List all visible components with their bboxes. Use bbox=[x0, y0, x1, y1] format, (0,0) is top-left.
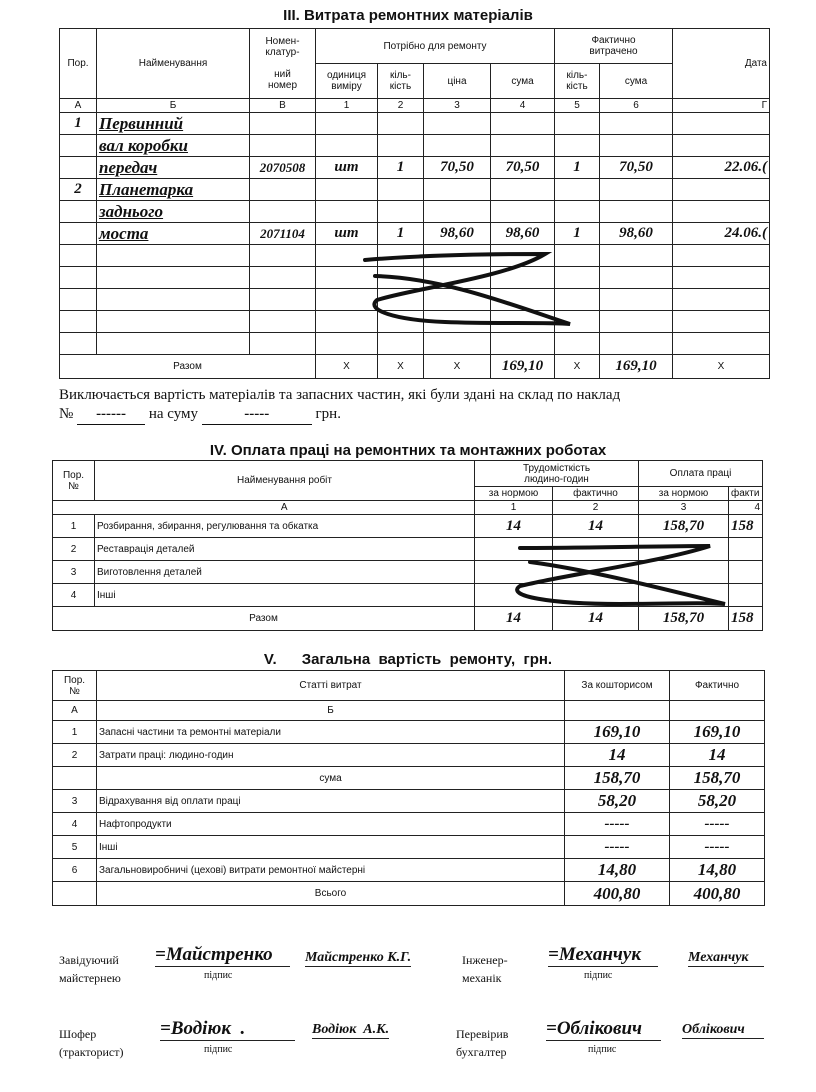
row-date: 24.06.( bbox=[673, 223, 770, 245]
total-label: Разом bbox=[53, 607, 475, 631]
row-num: 4 bbox=[53, 813, 97, 836]
note-suffix: грн. bbox=[315, 406, 341, 422]
empty-row bbox=[60, 333, 770, 355]
row-num: 2 bbox=[60, 179, 97, 201]
total-x: X bbox=[424, 355, 491, 379]
header-needed: Потрібно для ремонту bbox=[316, 29, 555, 64]
row-name: Інші bbox=[95, 584, 475, 607]
row-num: 3 bbox=[53, 790, 97, 813]
row-norm: 14 bbox=[475, 515, 553, 538]
row-actual: 14,80 bbox=[670, 859, 765, 882]
header-actual-sum: сума bbox=[600, 64, 673, 99]
row-num: 3 bbox=[53, 561, 95, 584]
row-actual: ----- bbox=[670, 836, 765, 859]
labor-header-fact: фактично bbox=[553, 487, 639, 501]
index-row bbox=[60, 99, 770, 113]
index-cell: 2 bbox=[553, 501, 639, 515]
note-line-1: Виключається вартість матеріалів та запасних частин, які були здані на склад по наклад bbox=[59, 387, 621, 403]
row-num: 6 bbox=[53, 859, 97, 882]
row-estimate: ----- bbox=[565, 836, 670, 859]
cost-header-por: Пор. № bbox=[53, 671, 97, 701]
labor-header-name: Найменування робіт bbox=[95, 461, 475, 501]
note-prefix: № bbox=[59, 406, 74, 422]
row-name: Реставрація деталей bbox=[95, 538, 475, 561]
row-actual: 158,70 bbox=[670, 767, 765, 790]
row-unit: шт bbox=[316, 157, 378, 179]
signature-caption: підпис bbox=[204, 1044, 233, 1055]
row-actual: 14 bbox=[670, 744, 765, 767]
table-row bbox=[53, 538, 763, 561]
note-number: ------ bbox=[77, 405, 145, 425]
index-cell: 3 bbox=[424, 99, 491, 113]
total-x: X bbox=[555, 355, 600, 379]
section-4-title: IV. Оплата праці на ремонтних та монтажних роботах bbox=[209, 442, 607, 459]
row-code: 2070508 bbox=[250, 157, 316, 179]
row-name-line: передач bbox=[97, 157, 250, 179]
note-amount: ----- bbox=[202, 405, 312, 425]
excluded-materials-note bbox=[59, 386, 769, 425]
row-name: Виготовлення деталей bbox=[95, 561, 475, 584]
table-row bbox=[53, 515, 763, 538]
labor-header-pnorm: за нормою bbox=[639, 487, 729, 501]
row-code: 2071104 bbox=[250, 223, 316, 245]
row-actual: ----- bbox=[670, 813, 765, 836]
total-row bbox=[60, 355, 770, 379]
row-label: Загальновиробничі (цехові) витрати ремонтної майстерні bbox=[97, 859, 565, 882]
engineer-role: Інженер- механік bbox=[462, 953, 508, 985]
materials-table bbox=[59, 28, 770, 379]
index-cell: 4 bbox=[491, 99, 555, 113]
labor-header-por: Пор. № bbox=[53, 461, 95, 501]
index-cell: А bbox=[60, 99, 97, 113]
total-x: X bbox=[673, 355, 770, 379]
row-sum: 98,60 bbox=[491, 223, 555, 245]
row-unit: шт bbox=[316, 223, 378, 245]
index-cell: Б bbox=[97, 701, 565, 721]
empty-row bbox=[60, 245, 770, 267]
row-sum: 70,50 bbox=[491, 157, 555, 179]
row-actual: 58,20 bbox=[670, 790, 765, 813]
row-estimate: 158,70 bbox=[565, 767, 670, 790]
empty-row bbox=[60, 267, 770, 289]
table-row bbox=[53, 721, 765, 744]
driver-name: Водіюк А.К. bbox=[312, 1022, 390, 1037]
row-num: 1 bbox=[53, 515, 95, 538]
row-actual-qty: 1 bbox=[555, 157, 600, 179]
table-row bbox=[53, 767, 765, 790]
row-estimate: ----- bbox=[565, 813, 670, 836]
head-name: Майстренко К.Г. bbox=[305, 950, 412, 965]
row-num: 5 bbox=[53, 836, 97, 859]
row-estimate: 169,10 bbox=[565, 721, 670, 744]
total-x: X bbox=[316, 355, 378, 379]
labor-header-labor: Трудомісткість людино-годин bbox=[475, 461, 639, 487]
cost-header-estimate: За кошторисом bbox=[565, 671, 670, 701]
driver-role: Шофер (тракторист) bbox=[59, 1027, 124, 1059]
row-name-line: Первинний bbox=[97, 113, 250, 135]
row-actual-sum: 98,60 bbox=[600, 223, 673, 245]
labor-index-row bbox=[53, 501, 763, 515]
row-price: 98,60 bbox=[424, 223, 491, 245]
row-actual-qty: 1 bbox=[555, 223, 600, 245]
table-row bbox=[60, 157, 770, 179]
table-row bbox=[53, 859, 765, 882]
header-date: Дата bbox=[673, 29, 770, 99]
row-estimate: 14 bbox=[565, 744, 670, 767]
row-num: 4 bbox=[53, 584, 95, 607]
cost-index-row bbox=[53, 701, 765, 721]
header-actual: Фактично витрачено bbox=[555, 29, 673, 64]
accountant-name: Облікович bbox=[682, 1022, 764, 1039]
accountant-role: Перевірив бухгалтер bbox=[456, 1027, 509, 1059]
empty-row bbox=[60, 289, 770, 311]
table-row bbox=[60, 113, 770, 135]
engineer-signature: =Механчук bbox=[548, 944, 658, 967]
engineer-name: Механчук bbox=[688, 950, 764, 967]
index-cell: 4 bbox=[729, 501, 763, 515]
total-sum: 169,10 bbox=[491, 355, 555, 379]
header-actual-qty: кіль- кість bbox=[555, 64, 600, 99]
row-pfact: 158 bbox=[729, 515, 763, 538]
row-actual: 400,80 bbox=[670, 882, 765, 906]
row-estimate: 14,80 bbox=[565, 859, 670, 882]
signature-caption: підпис bbox=[588, 1044, 617, 1055]
row-num: 1 bbox=[53, 721, 97, 744]
labor-table bbox=[52, 460, 763, 631]
total-label: Разом bbox=[60, 355, 316, 379]
total-actual-sum: 169,10 bbox=[600, 355, 673, 379]
labor-header-pay: Оплата праці bbox=[639, 461, 763, 487]
row-qty: 1 bbox=[378, 223, 424, 245]
total-x: X bbox=[378, 355, 424, 379]
total-norm: 14 bbox=[475, 607, 553, 631]
row-estimate: 400,80 bbox=[565, 882, 670, 906]
header-nomenclature: Номен- клатур- ний номер bbox=[250, 29, 316, 99]
row-date: 22.06.( bbox=[673, 157, 770, 179]
table-row bbox=[60, 223, 770, 245]
signature-caption: підпис bbox=[204, 970, 233, 981]
index-cell: 2 bbox=[378, 99, 424, 113]
row-fact: 14 bbox=[553, 515, 639, 538]
row-actual-sum: 70,50 bbox=[600, 157, 673, 179]
header-qty: кіль- кість bbox=[378, 64, 424, 99]
table-row bbox=[53, 790, 765, 813]
signature-caption: підпис bbox=[584, 970, 613, 981]
index-cell: 1 bbox=[316, 99, 378, 113]
section-5-title: V. Загальна вартість ремонту, грн. bbox=[263, 651, 553, 668]
index-cell: Г bbox=[673, 99, 770, 113]
table-row bbox=[60, 201, 770, 223]
grand-total-row bbox=[53, 882, 765, 906]
row-label: Всього bbox=[97, 882, 565, 906]
index-cell: Б bbox=[97, 99, 250, 113]
row-name-line: вал коробки bbox=[97, 135, 250, 157]
row-label: Інші bbox=[97, 836, 565, 859]
labor-header-norm: за нормою bbox=[475, 487, 553, 501]
head-signature: =Майстренко bbox=[155, 944, 290, 967]
header-por: Пор. bbox=[60, 29, 97, 99]
total-cost-table bbox=[52, 670, 765, 906]
head-role: Завідуючий майстернею bbox=[59, 953, 121, 985]
accountant-signature: =Облікович bbox=[546, 1018, 661, 1041]
row-num bbox=[53, 767, 97, 790]
index-cell: А bbox=[53, 701, 97, 721]
total-fact: 14 bbox=[553, 607, 639, 631]
driver-signature: =Водіюк . bbox=[160, 1018, 295, 1041]
row-price: 70,50 bbox=[424, 157, 491, 179]
row-num: 1 bbox=[60, 113, 97, 135]
total-row bbox=[53, 607, 763, 631]
row-num: 2 bbox=[53, 538, 95, 561]
index-cell: 1 bbox=[475, 501, 553, 515]
index-cell: 6 bbox=[600, 99, 673, 113]
row-num bbox=[53, 882, 97, 906]
table-row bbox=[60, 135, 770, 157]
labor-header-pfact: факти bbox=[729, 487, 763, 501]
table-row bbox=[53, 813, 765, 836]
row-pnorm: 158,70 bbox=[639, 515, 729, 538]
table-row bbox=[53, 561, 763, 584]
empty-row bbox=[60, 311, 770, 333]
row-estimate: 58,20 bbox=[565, 790, 670, 813]
row-qty: 1 bbox=[378, 157, 424, 179]
table-row bbox=[60, 179, 770, 201]
row-actual: 169,10 bbox=[670, 721, 765, 744]
cost-header-items: Статті витрат bbox=[97, 671, 565, 701]
row-label: Затрати праці: людино-годин bbox=[97, 744, 565, 767]
header-name: Найменування bbox=[97, 29, 250, 99]
index-cell: В bbox=[250, 99, 316, 113]
row-label: Запасні частини та ремонтні матеріали bbox=[97, 721, 565, 744]
index-cell: 3 bbox=[639, 501, 729, 515]
total-pfact: 158 bbox=[729, 607, 763, 631]
index-cell: 5 bbox=[555, 99, 600, 113]
total-pnorm: 158,70 bbox=[639, 607, 729, 631]
row-name: Розбирання, збирання, регулювання та обкатка bbox=[95, 515, 475, 538]
table-row bbox=[53, 584, 763, 607]
row-label: Відрахування від оплати праці bbox=[97, 790, 565, 813]
cost-header-actual: Фактично bbox=[670, 671, 765, 701]
index-cell: А bbox=[95, 501, 475, 515]
header-price: ціна bbox=[424, 64, 491, 99]
row-name-line: моста bbox=[97, 223, 250, 245]
row-name-line: заднього bbox=[97, 201, 250, 223]
table-row bbox=[53, 744, 765, 767]
note-mid: на суму bbox=[148, 406, 199, 422]
table-row bbox=[53, 836, 765, 859]
row-label: сума bbox=[97, 767, 565, 790]
row-name-line: Планетарка bbox=[97, 179, 250, 201]
row-num: 2 bbox=[53, 744, 97, 767]
row-label: Нафтопродукти bbox=[97, 813, 565, 836]
header-sum: сума bbox=[491, 64, 555, 99]
section-3-title: III. Витрата ремонтних матеріалів bbox=[283, 7, 533, 24]
header-unit: одиниця виміру bbox=[316, 64, 378, 99]
